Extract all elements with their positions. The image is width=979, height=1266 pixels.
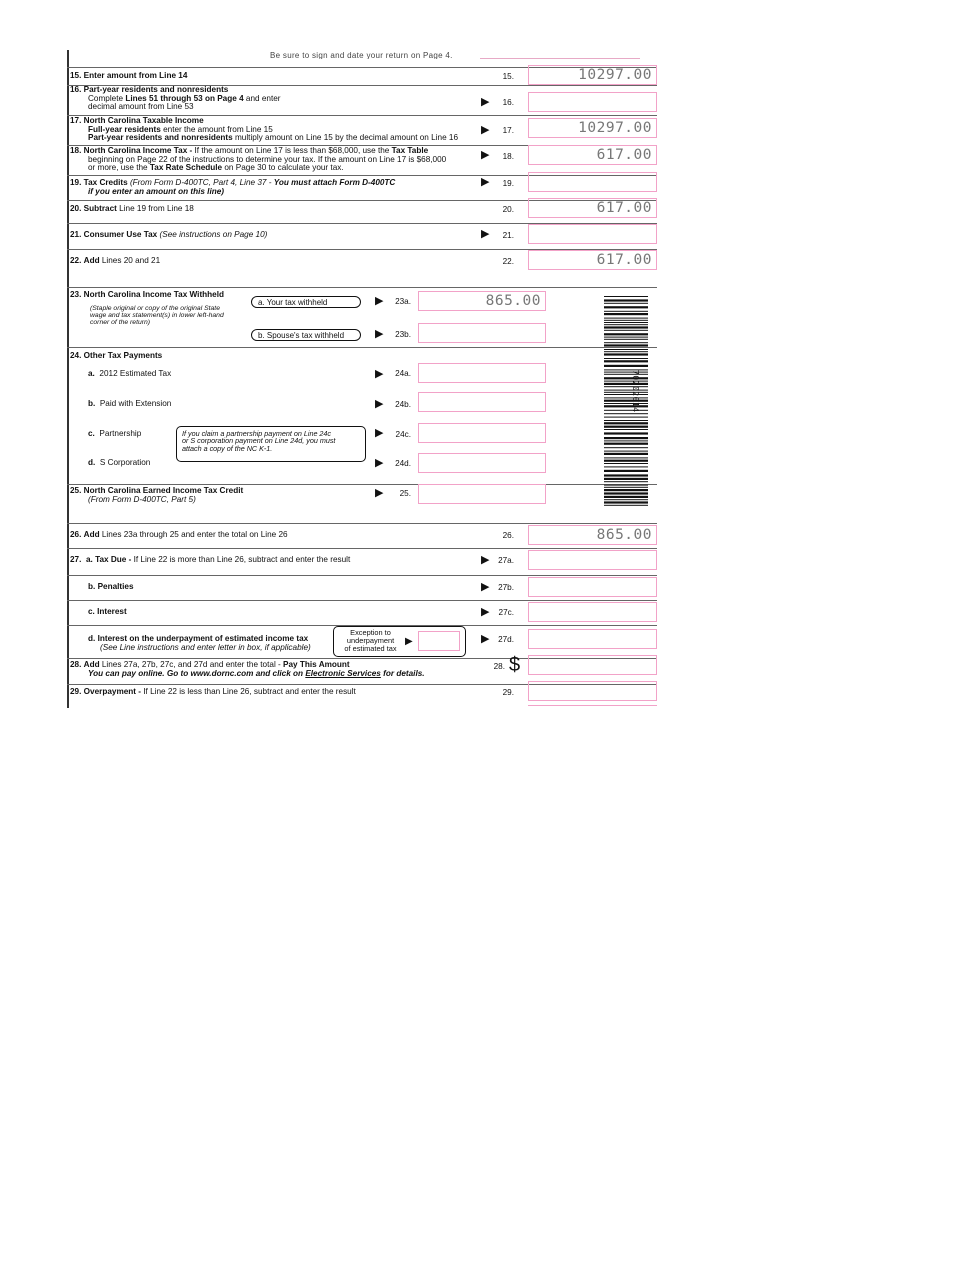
barcode-bar (604, 344, 648, 346)
barcode-bar (604, 397, 648, 398)
barcode-bar (604, 466, 648, 467)
barcode-bar (604, 422, 648, 424)
arrow-icon: ▶ (375, 457, 384, 469)
line-25-label: 25. (399, 489, 411, 498)
top-field-edge (480, 58, 640, 59)
arrow-icon: ▶ (375, 328, 384, 340)
line-18-text: 18. North Carolina Income Tax - If the amount on Line 17 is less than $68,000, use the Tax Table beginning on Page 22 of the instructions to determine your tax. If the amount on Line 17 is $68,000 or more, use the Tax Rate Schedule on Page 30 to calculate your tax. (70, 146, 447, 173)
barcode-bar (604, 306, 648, 308)
barcode-bar (604, 432, 648, 434)
barcode-bar (604, 333, 648, 335)
line-26-text: 26. Add Lines 23a through 25 and enter the total on Line 26 (70, 530, 288, 539)
line-23-note: (Staple original or copy of the original State wage and tax statement(s) in lower left-hand corner of the return) (90, 305, 224, 326)
line-18-field[interactable]: 617.00 (528, 145, 657, 165)
arrow-icon: ▶ (481, 176, 490, 188)
barcode-bar (604, 460, 648, 462)
line-27a-field[interactable] (528, 550, 657, 570)
line-23a-field[interactable]: 865.00 (418, 291, 546, 311)
line-21-label: 21. (502, 231, 514, 240)
barcode-bar (604, 501, 648, 503)
line-23b-label: 23b. (395, 330, 411, 339)
line-22-text: 22. Add Lines 20 and 21 (70, 256, 161, 265)
barcode-bar (604, 440, 648, 441)
rule (67, 600, 657, 601)
line-24b-label: 24b. (395, 400, 411, 409)
barcode-bar (604, 457, 648, 458)
barcode-bar (604, 429, 648, 430)
arrow-icon: ▶ (481, 124, 490, 136)
form-left-border (67, 50, 69, 708)
barcode-bar (604, 403, 648, 404)
barcode-bar (604, 318, 648, 319)
line-20-text: 20. Subtract Line 19 from Line 18 (70, 204, 194, 213)
barcode-bar (604, 499, 648, 500)
line-28-label: 28. (493, 662, 505, 671)
line-24-title: 24. Other Tax Payments (70, 351, 163, 360)
line-24d-text: d. S Corporation (88, 458, 151, 467)
line-29-text: 29. Overpayment - If Line 22 is less than Line 26, subtract and enter the result (70, 687, 356, 696)
line-15-label: 15. (502, 72, 514, 81)
barcode-bar (604, 303, 648, 304)
arrow-icon: ▶ (375, 398, 384, 410)
barcode-bar (604, 369, 648, 370)
barcode-bar (604, 349, 648, 350)
barcode-bar (604, 470, 648, 472)
your-tax-withheld-pill: a. Your tax withheld (251, 296, 361, 308)
barcode-bar (604, 474, 648, 476)
barcode-bar (604, 330, 648, 331)
partnership-note: If you claim a partnership payment on Line 24c or S corporation payment on Line 24d, you must attach a copy of the NC K-1. (176, 426, 366, 462)
line-22-field[interactable]: 617.00 (528, 250, 657, 270)
barcode-bar (604, 420, 648, 421)
barcode-bar (604, 377, 648, 379)
rule (67, 548, 657, 549)
line-19-text: 19. Tax Credits (From Form D-400TC, Part 4, Line 37 - You must attach Form D-400TC if you enter an amount on this line) (70, 178, 396, 196)
line-29-field[interactable] (528, 681, 657, 701)
line-28-text: 28. Add Lines 27a, 27b, 27c, and 27d and enter the total - Pay This Amount You can pay online. Go to www.dornc.com and click on Electronic Services for details. (70, 660, 425, 678)
barcode-bar (604, 339, 648, 340)
line-27b-label: 27b. (498, 583, 514, 592)
barcode-bar (604, 353, 648, 355)
line-27b-field[interactable] (528, 577, 657, 597)
line-23a-label: 23a. (395, 297, 411, 306)
line-25-text: 25. North Carolina Earned Income Tax Credit (From Form D-400TC, Part 5) (70, 486, 244, 504)
barcode-bar (604, 358, 648, 359)
line-24a-text: a. 2012 Estimated Tax (88, 369, 172, 378)
line-27c-text: c. Interest (88, 607, 127, 616)
barcode-bar (604, 487, 648, 488)
arrow-icon: ▶ (481, 149, 490, 161)
line-27c-field[interactable] (528, 602, 657, 622)
exception-box: Exception to underpayment of estimated tax (333, 626, 466, 657)
next-field-edge (528, 705, 657, 706)
barcode-bar (604, 417, 648, 418)
barcode-bar (604, 372, 648, 373)
line-17-text: 17. North Carolina Taxable Income Full-year residents enter the amount from Line 15 Part-year residents and nonresidents multiply amount on Line 15 by the decimal amount on Line 16 (70, 116, 458, 143)
barcode-bar (604, 386, 648, 387)
barcode-bar (604, 324, 648, 325)
barcode-bar (604, 481, 648, 482)
line-27d-field[interactable] (528, 629, 657, 649)
arrow-icon: ▶ (375, 487, 384, 499)
barcode-bar (604, 451, 648, 452)
line-24c-text: c. Partnership (88, 429, 142, 438)
rule (67, 523, 657, 524)
line-17-field[interactable]: 10297.00 (528, 118, 657, 138)
barcode-bar (604, 326, 648, 328)
line-24d-field[interactable] (418, 453, 546, 473)
line-24a-field[interactable] (418, 363, 546, 383)
barcode-bar (604, 394, 648, 395)
line-28-field[interactable] (528, 655, 657, 675)
rule (67, 575, 657, 576)
barcode-bar (604, 447, 648, 448)
barcode-bar (604, 453, 648, 455)
exception-letter-field[interactable] (418, 631, 460, 651)
barcode-bar (604, 296, 648, 297)
line-24d-label: 24d. (395, 459, 411, 468)
arrow-icon: ▶ (481, 606, 490, 618)
barcode-bar (604, 311, 648, 312)
line-22-label: 22. (502, 257, 514, 266)
rule (67, 484, 657, 485)
barcode-bar (604, 320, 648, 321)
line-27a-label: 27a. (498, 556, 514, 565)
line-15-field[interactable]: 10297.00 (528, 65, 657, 85)
line-21-field[interactable] (528, 224, 657, 244)
barcode (604, 296, 648, 506)
barcode-bar (604, 413, 648, 414)
barcode-number: 70202014 (631, 370, 640, 413)
line-18-label: 18. (502, 152, 514, 161)
dollar-sign: $ (509, 654, 521, 676)
barcode-bar (604, 478, 648, 480)
barcode-bar (604, 463, 648, 464)
line-27b-text: b. Penalties (88, 582, 134, 591)
line-24a-label: 24a. (395, 369, 411, 378)
line-27d-label: 27d. (498, 635, 514, 644)
line-20-field[interactable]: 617.00 (528, 198, 657, 218)
line-26-label: 26. (502, 531, 514, 540)
line-16-label: 16. (502, 98, 514, 107)
line-19-label: 19. (502, 179, 514, 188)
barcode-bar (604, 383, 648, 385)
barcode-bar (604, 299, 648, 301)
line-17-label: 17. (502, 126, 514, 135)
line-25-field[interactable] (418, 484, 546, 504)
arrow-icon: ▶ (375, 368, 384, 380)
arrow-icon: ▶ (405, 636, 413, 647)
barcode-bar (604, 322, 648, 323)
barcode-bar (604, 496, 648, 498)
barcode-bar (604, 443, 648, 445)
barcode-bar (604, 374, 648, 375)
line-20-label: 20. (502, 205, 514, 214)
arrow-icon: ▶ (481, 633, 490, 645)
rule (67, 347, 657, 348)
top-note: Be sure to sign and date your return on Page 4. (270, 51, 453, 59)
arrow-icon: ▶ (375, 295, 384, 307)
line-23b-field[interactable] (418, 323, 546, 343)
barcode-bar (604, 351, 648, 352)
barcode-bar (604, 313, 648, 315)
barcode-bar (604, 505, 648, 506)
barcode-bar (604, 437, 648, 439)
barcode-bar (604, 489, 648, 491)
line-21-text: 21. Consumer Use Tax (See instructions on Page 10) (70, 230, 268, 239)
barcode-bar (604, 410, 648, 411)
line-16-field[interactable] (528, 92, 657, 112)
barcode-bar (604, 337, 648, 338)
spouse-tax-withheld-pill: b. Spouse's tax withheld (251, 329, 361, 341)
barcode-bar (604, 426, 648, 428)
line-15-title: 15. Enter amount from Line 14 (70, 71, 188, 80)
barcode-bar (604, 392, 648, 393)
line-23-title: 23. North Carolina Income Tax Withheld (70, 290, 225, 299)
line-24c-field[interactable] (418, 423, 546, 443)
arrow-icon: ▶ (481, 228, 490, 240)
rule (67, 287, 657, 288)
barcode-bar (604, 365, 648, 367)
barcode-bar (604, 485, 648, 486)
barcode-bar (604, 405, 648, 407)
line-26-field[interactable]: 865.00 (528, 525, 657, 545)
barcode-bar (604, 492, 648, 494)
line-19-field[interactable] (528, 172, 657, 192)
line-27d-text: d. Interest on the underpayment of estimated income tax (See Line instructions and enter letter in box, if applicable) (88, 634, 311, 652)
arrow-icon: ▶ (375, 427, 384, 439)
barcode-bar (604, 390, 648, 391)
line-27c-label: 27c. (498, 608, 514, 617)
barcode-bar (604, 342, 648, 343)
barcode-bar (604, 400, 648, 402)
barcode-bar (604, 360, 648, 362)
arrow-icon: ▶ (481, 96, 490, 108)
arrow-icon: ▶ (481, 554, 490, 566)
line-29-label: 29. (502, 688, 514, 697)
line-16-text: 16. Part-year residents and nonresidents Complete Lines 51 through 53 on Page 4 and enter decimal amount from Line 53 (70, 85, 281, 112)
line-24b-text: b. Paid with Extension (88, 399, 172, 408)
line-27a-text: 27. a. Tax Due - If Line 22 is more than Line 26, subtract and enter the result (70, 555, 351, 564)
barcode-bar (604, 381, 648, 382)
line-24c-label: 24c. (395, 430, 411, 439)
arrow-icon: ▶ (481, 581, 490, 593)
line-24b-field[interactable] (418, 392, 546, 412)
